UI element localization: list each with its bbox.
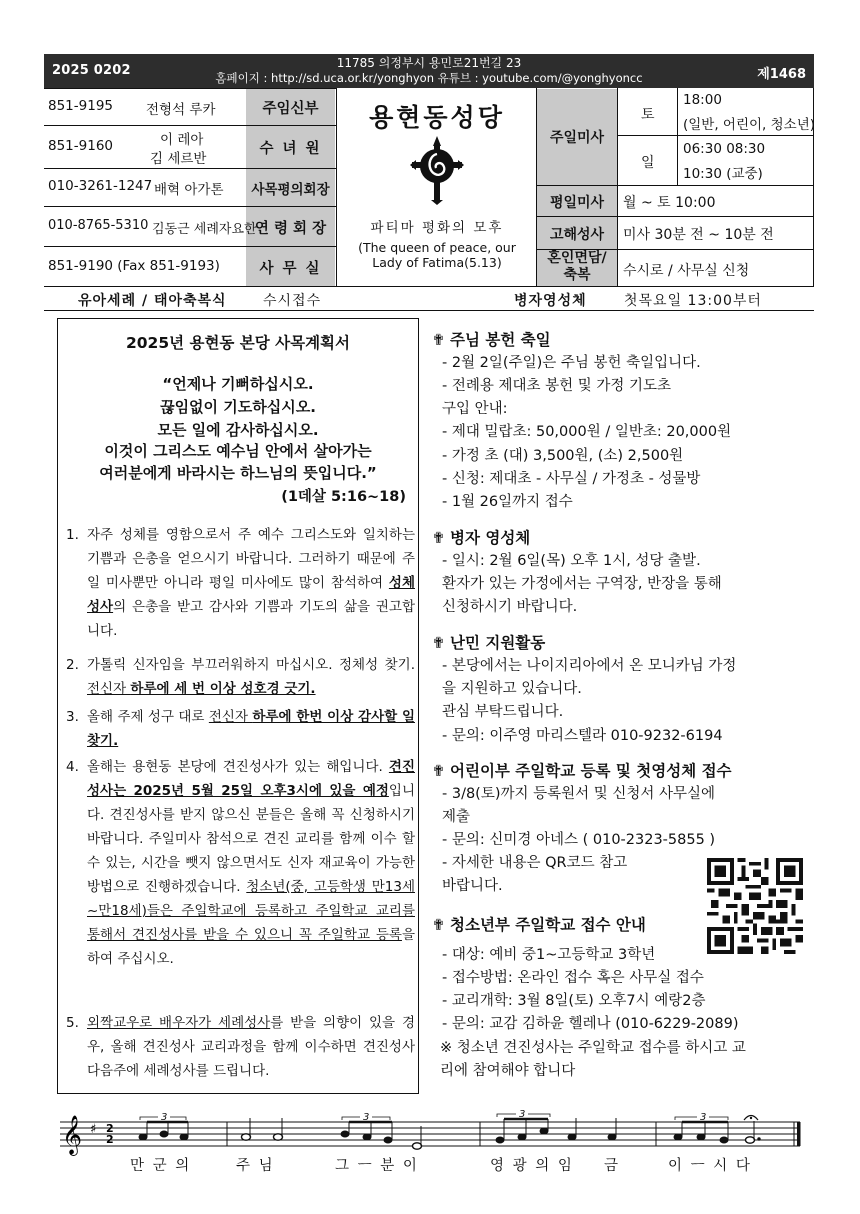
header-banner xyxy=(44,54,814,88)
scripture-quote-line: 끊임없이 기도하십시오. xyxy=(160,398,316,416)
staff-phone: 010-8765-5310 xyxy=(48,218,149,233)
staff-name: 배혁 아가톤 xyxy=(154,182,224,198)
staff-role: 주임신부 xyxy=(262,101,319,117)
pastoral-plan-title: 2025년 용현동 본당 사목계획서 xyxy=(125,334,351,352)
notice-line: ※ 청소년 견진성사는 주일학교 접수를 하시고 교 xyxy=(440,1040,746,1056)
marriage-label: 혼인면담/ 축복 xyxy=(547,250,607,283)
church-address: 11785 의정부시 용민로21번길 23 xyxy=(336,56,522,70)
church-emblem-icon xyxy=(408,134,466,206)
notice-line: - 문의: 이주영 마리스텔라 010-9232-6194 xyxy=(442,728,723,744)
lyric: 그 ㅡ 분 이 xyxy=(335,1158,419,1174)
notice-line: - 문의: 신미경 아네스 ( 010-2323-5855 ) xyxy=(442,832,716,848)
triplet-mark xyxy=(161,1109,706,1123)
notice-line: - 전례용 제대초 봉헌 및 가정 기도초 xyxy=(442,378,671,394)
plan-item: 5. 외짝교우로 배우자가 세례성사를 받을 의향이 있을 경우, 올해 견진성사 교리과정을 함께 이수하면 견진성사 다음주에 세례성사를 드립니다. xyxy=(66,1015,415,1079)
saturday-label: 토 xyxy=(641,107,655,123)
scripture-quote-line: 모든 일에 감사하십시오. xyxy=(157,421,319,439)
notice-line: - 교리개학: 3월 8일(토) 오후7시 예랑2층 xyxy=(442,993,706,1009)
scripture-quote-line: 이것이 그리스도 예수님 안에서 살아가는 xyxy=(104,442,372,460)
staff-role: 연 령 회 장 xyxy=(254,221,327,237)
notice-line: - 자세한 내용은 QR코드 참고 xyxy=(442,855,628,871)
notice-line: - 일시: 2월 6일(목) 오후 1시, 성당 출발. xyxy=(442,553,701,569)
notice-line: 리에 참여해야 합니다 xyxy=(440,1063,576,1079)
staff-phone: 851-9195 xyxy=(48,98,113,114)
lyric: 영 광 의 임 xyxy=(490,1158,574,1174)
cross-icon: ✟ xyxy=(432,634,445,652)
notice-line: - 대상: 예비 중1~고등학교 3학년 xyxy=(442,947,656,963)
svg-text:3: 3 xyxy=(161,1112,168,1123)
notice-title: ✟ 어린이부 주일학교 등록 및 첫영성체 접수 xyxy=(432,762,732,780)
staff-name: 전형석 루카 xyxy=(146,102,216,118)
notice-line: - 1월 26일까지 접수 xyxy=(442,494,573,510)
notice-title: ✟ 청소년부 주일학교 접수 안내 xyxy=(432,916,646,934)
treble-clef-icon: 𝄞 xyxy=(62,1115,83,1155)
marriage-value: 수시로 / 사무실 신청 xyxy=(623,263,750,279)
staff-name: 이 레아 xyxy=(160,132,204,148)
sunday-label: 일 xyxy=(641,155,655,171)
church-motto: 파티마 평화의 모후 xyxy=(370,220,504,236)
svg-text:3: 3 xyxy=(700,1112,707,1123)
scripture-quote-line: “언제나 기뻐하십시오. xyxy=(162,375,314,393)
lyric: 주 님 xyxy=(236,1158,275,1174)
notice-line: - 2월 2일(주일)은 주님 봉헌 축일입니다. xyxy=(442,355,701,371)
staff-role: 사 무 실 xyxy=(259,261,322,277)
svg-text:3: 3 xyxy=(519,1109,526,1120)
web-links[interactable]: 홈페이지 : http://sd.uca.or.kr/yonghyon 유튜브 : youtube.com/@yonghyoncc xyxy=(215,71,643,85)
cross-icon: ✟ xyxy=(432,762,445,780)
notice-line: - 가정 초 (대) 3,500원, (소) 2,500원 xyxy=(442,448,684,464)
issue-date: 2025 0202 xyxy=(52,63,131,78)
notice-line: 신청하시기 바랍니다. xyxy=(442,599,578,615)
staff-role: 수 녀 원 xyxy=(259,141,322,157)
svg-text:3: 3 xyxy=(363,1112,370,1123)
notice-line: 환자가 있는 가정에서는 구역장, 반장을 통해 xyxy=(442,576,722,592)
staff-role: 사목평의회장 xyxy=(251,182,330,198)
issue-number: 제1468 xyxy=(757,67,806,82)
staff-phone: 010-3261-1247 xyxy=(48,178,153,194)
notice-title: ✟ 난민 지원활동 xyxy=(432,634,546,652)
notice-title: ✟ 병자 영성체 xyxy=(432,529,531,547)
lyric: 만 군 의 xyxy=(130,1158,192,1174)
infant-baptism-label: 유아세례 / 태아축복식 xyxy=(78,293,227,309)
notice-line: 을 지원하고 있습니다. xyxy=(442,681,582,697)
qr-code[interactable] xyxy=(707,858,803,954)
infant-baptism-value: 수시접수 xyxy=(263,293,322,309)
confession-label: 고해성사 xyxy=(549,227,605,243)
sharp-icon: ♯ xyxy=(90,1122,97,1137)
notice-line: - 문의: 교감 김하윤 헬레나 (010-6229-2089) xyxy=(442,1016,739,1032)
notice-line: - 3/8(토)까지 등록원서 및 신청서 사무실에 xyxy=(442,786,716,802)
saturday-time: 18:00 xyxy=(683,92,722,108)
church-name: 용현동성당 xyxy=(369,103,505,132)
plan-item: 2. 가톨릭 신자임을 부끄러워하지 마십시오. 정체성 찾기. 전신자 하루에 세 번 이상 성호경 긋기. xyxy=(66,657,415,697)
staff-phone: 851-9190 (Fax 851-9193) xyxy=(48,258,220,274)
notice-line: - 접수방법: 온라인 접수 혹은 사무실 접수 xyxy=(442,970,704,986)
sick-communion-label: 병자영성체 xyxy=(514,293,587,309)
staff-name: 김동근 세례자요한 xyxy=(152,222,257,237)
time-signature: 2 xyxy=(106,1133,114,1146)
plan-item: 3. 올해 주제 성구 대로 전신자 하루에 한번 이상 감사할 일 찾기. xyxy=(66,709,415,749)
notice-line: 제출 xyxy=(442,809,471,825)
notice-line: - 신청: 제대초 - 사무실 / 가정초 - 성물방 xyxy=(442,471,701,487)
staff-name: 김 세르반 xyxy=(150,151,207,167)
weekday-mass-value: 월 ~ 토 10:00 xyxy=(623,195,716,211)
lyric: 금 xyxy=(604,1158,621,1174)
scripture-quote-line: 여러분에게 바라시는 하느님의 뜻입니다.” xyxy=(99,464,377,482)
sunday-time: 10:30 (교중) xyxy=(683,166,763,182)
plan-item: 4. 올해는 용현동 본당에 견진성사가 있는 해입니다. 견진성사는 2025년 5월 25일 오후3시에 있을 예정입니다. 견진성사를 받지 않으신 분들은 올해 꼭 신청하시기 바랍니다. 주일미사 참석으로 견진 교리를 함께 이수 할 수 있는, 시간을 뺏지 않으면서도 신자 재교육이 가능한 방법으로 진행하겠습니다. 청소년(중, 고등학생 만13세~만18세)들은 주일학교에 등록하고 주일학교 교리를 통해서 견진성사를 받을 수 있으니 꼭 주일학교 등록을 하여 주십시오. xyxy=(66,759,415,967)
cross-icon: ✟ xyxy=(432,529,445,547)
sunday-mass-label: 주일미사 xyxy=(549,130,605,146)
time-signature: 2 xyxy=(106,1122,114,1135)
notice-line: 구입 안내: xyxy=(442,401,508,417)
staff-phone: 851-9160 xyxy=(48,138,113,154)
notice-line: 관심 부탁드립니다. xyxy=(442,704,564,720)
weekday-mass-label: 평일미사 xyxy=(549,195,605,211)
notice-title: ✟ 주님 봉헌 축일 xyxy=(432,331,551,349)
lyric: 이 ㅡ 시 다 xyxy=(668,1158,752,1174)
notice-line: - 제대 밀랍초: 50,000원 / 일반초: 20,000원 xyxy=(442,424,732,440)
notice-line: - 본당에서는 나이지리아에서 온 모니카님 가정 xyxy=(442,658,737,674)
sick-communion-value: 첫목요일 13:00부터 xyxy=(624,293,762,309)
notice-line: 바랍니다. xyxy=(442,878,503,894)
confession-value: 미사 30분 전 ~ 10분 전 xyxy=(623,227,774,243)
saturday-note: (일반, 어린이, 청소년) xyxy=(683,117,816,133)
church-motto-en: (The queen of peace, our Lady of Fatima(5.13) xyxy=(358,240,516,270)
plan-item: 1. 자주 성체를 영함으로서 주 예수 그리스도와 일치하는 기쁨과 은총을 얻으시기 바랍니다. 그러하기 때문에 주일 미사뿐만 아니라 평일 미사에도 많이 참석하여 성체성사의 은총을 받고 감사와 기쁨과 기도의 삶을 권고합니다. xyxy=(66,527,415,639)
scripture-reference: (1데살 5:16~18) xyxy=(281,489,406,505)
cross-icon: ✟ xyxy=(432,916,445,934)
cross-icon: ✟ xyxy=(432,331,445,349)
sunday-time: 06:30 08:30 xyxy=(683,141,766,157)
